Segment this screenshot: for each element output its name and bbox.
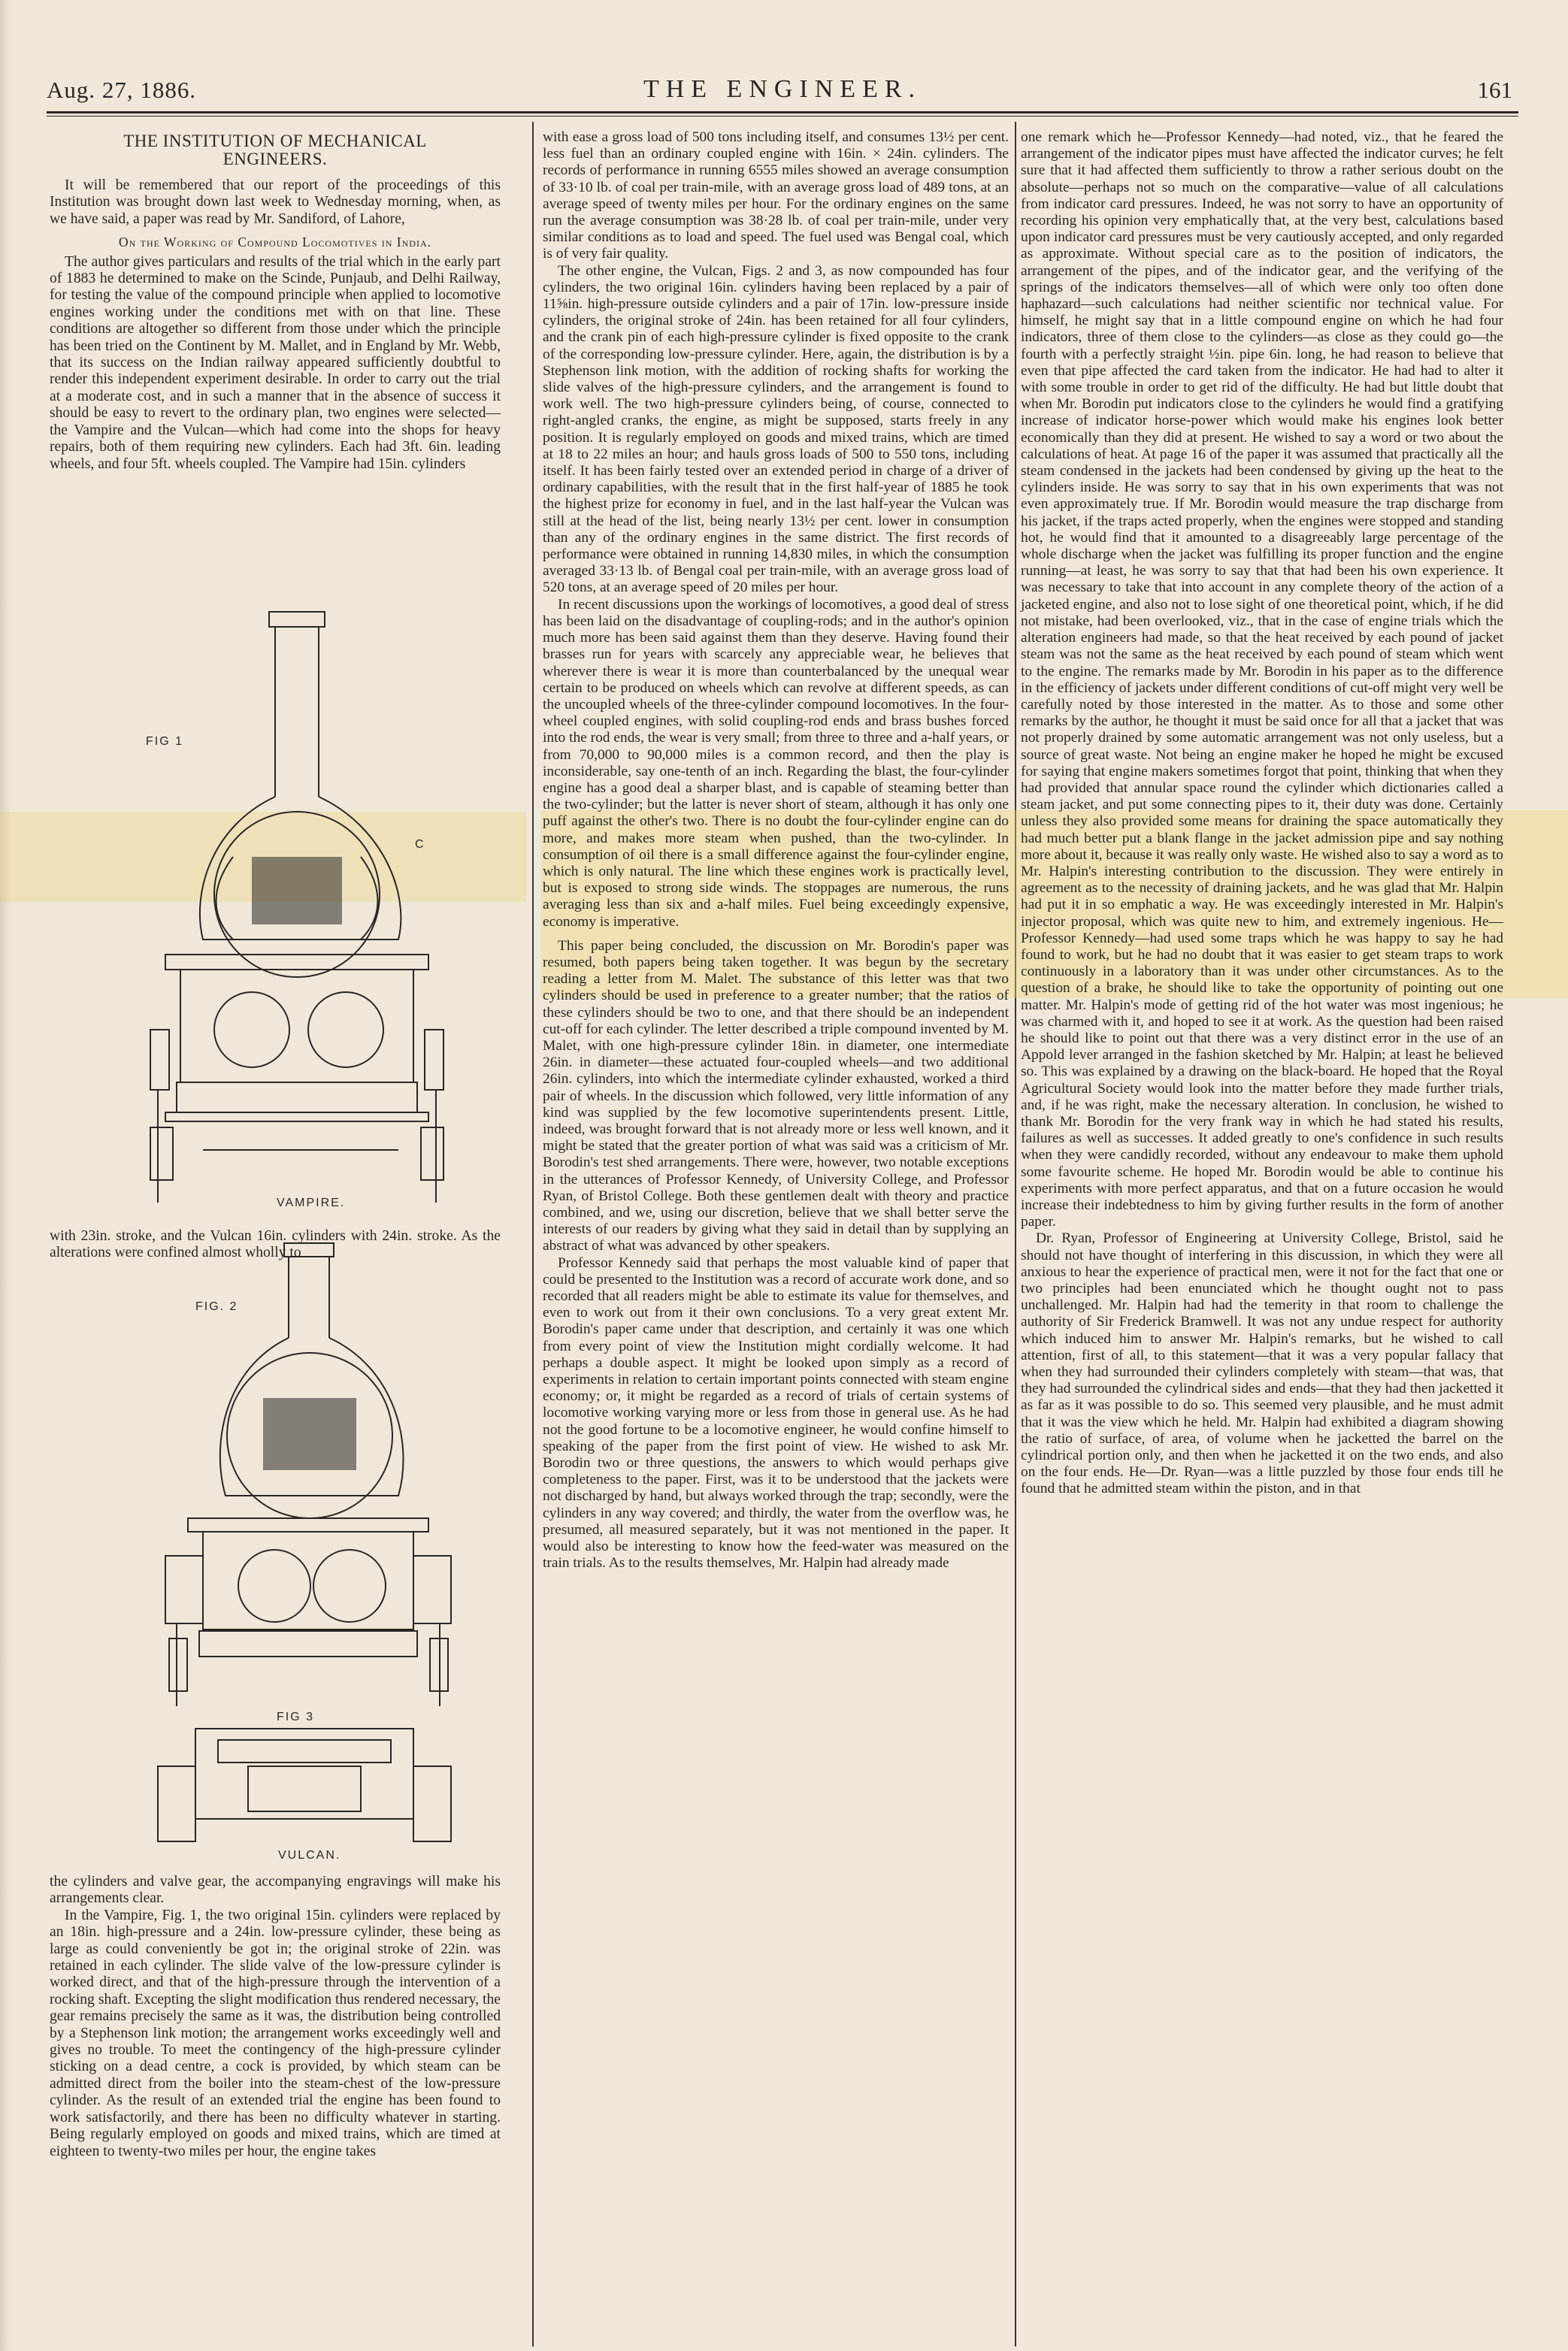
figure-1-caption: VAMPIRE.: [277, 1197, 346, 1209]
article-title: [50, 132, 501, 168]
figure-2-3-caption: VULCAN.: [278, 1849, 341, 1862]
col1-mid-paragraph: with 23in. stroke, and the Vulcan 16in. cylinders with 24in. stroke. As the alterations were confined almost wholly to: [50, 1228, 501, 1261]
header-rule-thick: [47, 111, 1518, 113]
vulcan-locomotive-drawing: [143, 1240, 496, 1879]
col3-paragraph-2: Dr. Ryan, Professor of Engineering at University College, Bristol, said he should not have thought of interfering in this discussion, in which they were all anxious to hear the experience of practical men, were it not for the fact that one or two principles had been enunciated which he thought ought not to pass unchallenged. Mr. Halpin had had the temerity in that room to challenge the authority of Sir Frederick Bramwell. It was not any undue respect for authority which induced him to answer Mr. Halpin's remarks, but he wished to call attention, first of all, to this statement—that it was a very popular fallacy that when they had surrounded their cylinders completely with steam—that was, that they had surrounded the cylindrical sides and ends—that they had then jacketted it as far as it was possible to do so. This seemed very plausible, and he must admit that it was the view which he held. Mr. Halpin had exhibited a diagram showing the ratio of surface, of area, of volume when he jacketted the barrel on the cylindrical portion only, and then when he jacketted it on the two ends, and also on the four ends. He—Dr. Ryan—was a little puzzled by those four ends till he found that he admitted steam within the piston, and in that: [1021, 1230, 1503, 1497]
figure-1-vampire: [120, 609, 481, 1210]
column-rule-2: [1015, 122, 1016, 2346]
column-rule-1: [532, 122, 534, 2346]
col1-paragraph-2: The author gives particulars and results of the trial which in the early part of 1883 he determined to make on the Scinde, Punjaub, and Delhi Railway, for testing the value of the compound principle when applied to locomotive engines working under the conditions met with on that line. These conditions are altogether so different from those under which the principle has been tried on the Continent by M. Mallet, and in England by Mr. Webb, that its success on the Indian railway appeared sufficiently doubtful to render this independent experiment desirable. In order to carry out the trial at a moderate cost, and in such a manner that in the absence of success it should be easy to revert to the ordinary plan, two engines were selected—the Vampire and the Vulcan—which had come into the shops for heavy repairs, both of them requiring new cylinders. Each had 3ft. 6in. leading wheels, and four 5ft. wheels coupled. The Vampire had 15in. cylinders: [50, 253, 501, 472]
figure-1-label: FIG 1: [146, 735, 184, 748]
column-1-lower: [50, 1874, 501, 2160]
article-title-line-2: ENGINEERS.: [222, 150, 328, 168]
col1-paragraph-4: In the Vampire, Fig. 1, the two original 15in. cylinders were replaced by an 18in. high-pressure and a 24in. low-pressure cylinder, these being as large as could conveniently be got in; the original stroke of 22in. was retained in each cylinder. The slide valve of the low-pressure cylinder is worked direct, and that of the high-pressure through the intervention of a rocking shaft. Excepting the slight modification thus rendered necessary, the gear remains precisely the same as it was, the distribution being controlled by a Stephenson link motion; the arrangement works exceedingly well and gives no trouble. To meet the contingency of the high-pressure cylinder sticking on a dead centre, a cock is provided, by which steam can be admitted direct from the boiler into the steam-chest of the low-pressure cylinder. As the result of an extended trial the engine has been found to work satisfactorily, and there has been no difficulty whatever in starting. Being regularly employed on goods and mixed trains, which are timed at eighteen to twenty-two miles per hour, the engine takes: [50, 1907, 501, 2159]
col2-paragraph-4: This paper being concluded, the discussion on Mr. Borodin's paper was resumed, both papers being taken together. It was begun by the secretary reading a letter from M. Malet. The substance of this letter was that two cylinders should be used in preference to a greater number; that the ratios of these cylinders should be two to one, and that there should be an independent cut-off for each cylinder. The letter described a triple compound invented by M. Malet, with one high-pressure cylinder 18in. in diameter, one intermediate 26in. in diameter—these actuated four-coupled wheels—and two additional 26in. cylinders, into which the intermediate cylinder exhausted, worked a third pair of wheels. In the discussion which followed, very little information of any kind was supplied by the few locomotive superintendents present. Little, indeed, was brought forward that is not already more or less well known, and it might be stated that the greater portion of what was said was a criticism of Mr. Borodin's test shed arrangements. There were, however, two notable exceptions in the utterances of Professor Kennedy, of University College, and Professor Ryan, of Bristol College. Both these gentlemen dealt with theory and practice combined, and we, using our discretion, believe that we shall better serve the interests of our readers by giving what they said in detail than by supplying an abstract of what was advanced by other speakers.: [543, 937, 1009, 1254]
column-2: [543, 129, 1009, 1572]
figure-3-label: FIG 3: [277, 1711, 315, 1723]
page-header: [47, 75, 1518, 105]
article-title-line-1: THE INSTITUTION OF MECHANICAL: [123, 132, 427, 150]
figure-1-letter: C: [415, 838, 425, 851]
col2-paragraph-5: Professor Kennedy said that perhaps the most valuable kind of paper that could be presented to the Institution was a record of accurate work done, and so recorded that all readers might be able to estimate its value for themselves, and even to work out from it their own conclusions. To a very great extent Mr. Borodin's paper came under that description, and certainly it was one which from every point of view the Institution might cordially welcome. It had perhaps a double aspect. It might be looked upon simply as a record of experiments in relation to certain important points connected with steam engine economy; or, it might be regarded as a record of trials of certain systems of locomotive working varying more or less from those in general use. As he had not the good fortune to be a locomotive engineer, he would confine himself to speaking of the paper from the first point of view. He wished to ask Mr. Borodin two or three questions, the answers to which would perhaps give completeness to the paper. First, was it to be understood that the jackets were not discharged by hand, but always worked through the trap; secondly, were the cylinders in any way covered; and thirdly, the water from the overflow was, he presumed, all measured separately, but it was not mentioned in the paper. It would also be interesting to know how the feed-water was measured on the train trials. As to the results themselves, Mr. Halpin had already made: [543, 1254, 1009, 1572]
col2-paragraph-2: The other engine, the Vulcan, Figs. 2 and 3, as now compounded has four cylinders, the two original 16in. cylinders having been replaced by a pair of 11⅝in. high-pressure outside cylinders and a pair of 17in. low-pressure inside cylinders, the original stroke of 24in. has been retained for all four cylinders, and the crank pin of each high-pressure cylinder is fixed opposite to the crank of the corresponding low-pressure cylinder. Here, again, the distribution is by a Stephenson link motion, with the addition of rocking shafts for working the slide valves of the high-pressure cylinders, and the arrangement is found to work well. The two high-pressure cylinders being, of course, connected to right-angled cranks, the engine, as might be supposed, starts freely in any position. It is regularly employed on goods and mixed trains, which are timed at 18 to 22 miles an hour; and hauls gross loads of 500 to 550 tons, including itself. It has been fairly tested over an extended period in charge of a driver of ordinary capabilities, with the result that in the first half-year of 1885 he took the highest prize for economy in fuel, and in the last half-year the Vulcan was still at the head of the list, being nearly 13½ per cent. lower in consumption than any of the ordinary engines in the same district. The first records of performance were obtained in running 14,830 miles, in which the consumption averaged 33·13 lb. of Bengal coal per train-mile, with an average gross load of 520 tons, at an average speed of 20 miles per hour.: [543, 262, 1009, 596]
figure-2-3-vulcan: [143, 1240, 496, 1879]
col1-paragraph-3: the cylinders and valve gear, the accompanying engravings will make his arrangements clear.: [50, 1874, 501, 1907]
column-3: [1021, 129, 1503, 1498]
page-number: 161: [1477, 77, 1512, 103]
page-edge-shadow: [0, 0, 11, 2351]
figure-2-label: FIG. 2: [195, 1300, 238, 1313]
column-1: [50, 129, 501, 473]
col2-paragraph-1: with ease a gross load of 500 tons including itself, and consumes 13½ per cent. less fuel than an ordinary coupled engine with 16in. × 24in. cylinders. The records of performance in running 6555 miles showed an average consumption of 33·10 lb. of coal per train-mile, with an average gross load of 489 tons, at an average speed of twenty miles per hour. For the ordinary engines on the same run the average consumption was 38·28 lb. of coal per train-mile, under very similar conditions as to load and speed. The fuel used was Bengal coal, which is of very fair quality.: [543, 129, 1009, 262]
col2-paragraph-3: In recent discussions upon the workings of locomotives, a good deal of stress has been laid on the disadvantage of coupling-rods; and in the author's opinion much more has been said against them than they deserve. Having found their brasses run for years with scarcely any appreciable wear, he believes that wherever there is wear it is more than counterbalanced by the unequal wear certain to be produced on wheels which can revolve at different speeds, as can the uncoupled wheels of the three-cylinder compound locomotives. In the four-wheel coupled engines, with solid coupling-rod ends and brass bushes forced into the rod ends, the wear is very small; from three to three and a-half years, or from 70,000 to 90,000 miles is a common record, and then the play is inconsiderable, say one-tenth of an inch. Regarding the blast, the four-cylinder engine has a good deal a sharper blast, and is capable of steaming better than the two-cylinder; but the latter is never short of steam, although it has only one puff against the other's two. There is no doubt the four-cylinder engine can do more, and makes more steam when pushed, than the two-cylinder. In consumption of oil there is a small difference against the four-cylinder engine, which is only natural. The line which these engines work is practically level, but is exposed to strong side winds. The stoppages are numerous, the runs averaging less than six and a-half miles. Fuel being exceedingly expensive, economy is imperative.: [543, 596, 1009, 930]
vampire-locomotive-drawing: [120, 609, 481, 1210]
col3-paragraph-1: one remark which he—Professor Kennedy—had noted, viz., that he feared the arrangement of the indicator pipes must have affected the indicator curves; he felt sure that it had affected them sufficiently to throw a rather serious doubt on the absolute—perhaps not so much on the comparative—value of all calculations from indicator card pressures. Indeed, he was not sorry to have an opportunity of recording his opinion very emphatically that, at the very best, calculations based upon indicator card pressures must be very cautiously accepted, and only regarded as approximate. Without special care as to the position of indicators, the arrangement of the pipes, and of the indicator gear, and the verifying of the springs of the indicators themselves—all of which were only too often done haphazard—such calculations had neither scientific nor technical value. For himself, he might say that in a little compound engine on which he had four indicators, three of them close to the cylinders—as close as they could go—the fourth with a perfectly straight ½in. pipe 6in. long, he had reason to believe that even that pipe affected the card taken from the indicator. He had had to alter it with some trouble in order to get rid of the difficulty. He had but little doubt that when Mr. Borodin put indicators close to the cylinders he would find a gratifying increase of indicator horse-power which would make his engines look better economically than they did at present. He wished to say a word or two about the calculations of heat. At page 16 of the paper it was assumed that practically all the steam condensed in the jackets had been condensed by giving up the heat to the cylinders inside. He was sorry to say that in his own experiments that was not even approximately true. If Mr. Borodin would measure the trap discharge from his jacket, if the traps acted properly, when the engines were stopped and standing hot, he would find that it amounted to a disagreeably large percentage of the whole discharge when the jacket was fulfilling its proper function and the engine running—at least, he was sorry to say that that had been his own experience. It was necessary to take that into account in any complete theory of the action of a jacketed engine, and also not to lose sight of one theoretical point, which, if he did not mistake, had been overlooked, viz., that in the case of engine trials which the alteration engineers had made, so that the heat received by each pound of jacket steam was not the same as the heat received by each pound of steam which went to the engine. The remarks made by Mr. Borodin in his paper as to the difference in the efficiency of jackets under different conditions of cut-off might very well be carefully noted by those interested in the matter. As to those and some other remarks by the author, he thought it must be said once for all that a jacket that was not properly drained by some automatic arrangement was not only useless, but a source of great waste. Not being an engine maker he hoped he might be excused for saying that engine makers sometimes forgot that point, thinking that when they had provided that annular space round the cylinder which dictionaries called a steam jacket, and put some connecting pipes to it, their duty was done. Certainly unless they also provided some means for draining the space automatically they had much better put a blank flange in the jacket admission pipe and say nothing more about it, because it was really only waste. He wished also to say a word as to Mr. Halpin's interesting contribution to the discussion. They were entirely in agreement as to the necessity of draining jackets, and he was glad that Mr. Halpin had put it in so emphatic a way. He was exceedingly interested in Mr. Halpin's injector proposal, which was quite new to him, and extremely ingenious. He—Professor Kennedy—had used some traps which he was happy to say he had found to work, but he had no doubt that it was easier to get steam traps to work continuously in a laboratory than it was under other circumstances. As to the question of a brake, he should like to take the opportunity of pointing out one matter. Mr. Halpin's mode of getting rid of the hot water was most ingenious; he was charmed with it, and hoped to see it at work. As the question had been raised he should like to point out that there was a very distinct error in the use of an Appold lever arranged in the fashion sketched by Mr. Halpin; at least he believed so. This was explained by a drawing on the black-board. He hoped that the Royal Agricultural Society would look into the matter before they made further trials, and, if he was right, make the necessary alteration. In conclusion, he wished to thank Mr. Borodin for the very frank way in which he had stated his results, failures as well as successes. It added greatly to one's confidence in such results when they were candidly recorded, without any endeavour to make them uphold some favourite scheme. He hoped Mr. Borodin would be able to continue his experiments with more perfect apparatus, and that on a future occasion he would increase their indebtedness to him by giving further results in the form of another paper.: [1021, 129, 1503, 1230]
issue-date: Aug. 27, 1886.: [47, 77, 197, 103]
masthead-title: THE ENGINEER.: [643, 75, 922, 103]
intro-paragraph: It will be remembered that our report of the proceedings of this Institution was brought down last week to Wednesday morning, when, as we have said, a paper was read by Mr. Sandiford, of Lahore,: [50, 177, 501, 227]
paper-title: On the Working of Compound Locomotives in India.: [118, 234, 432, 250]
